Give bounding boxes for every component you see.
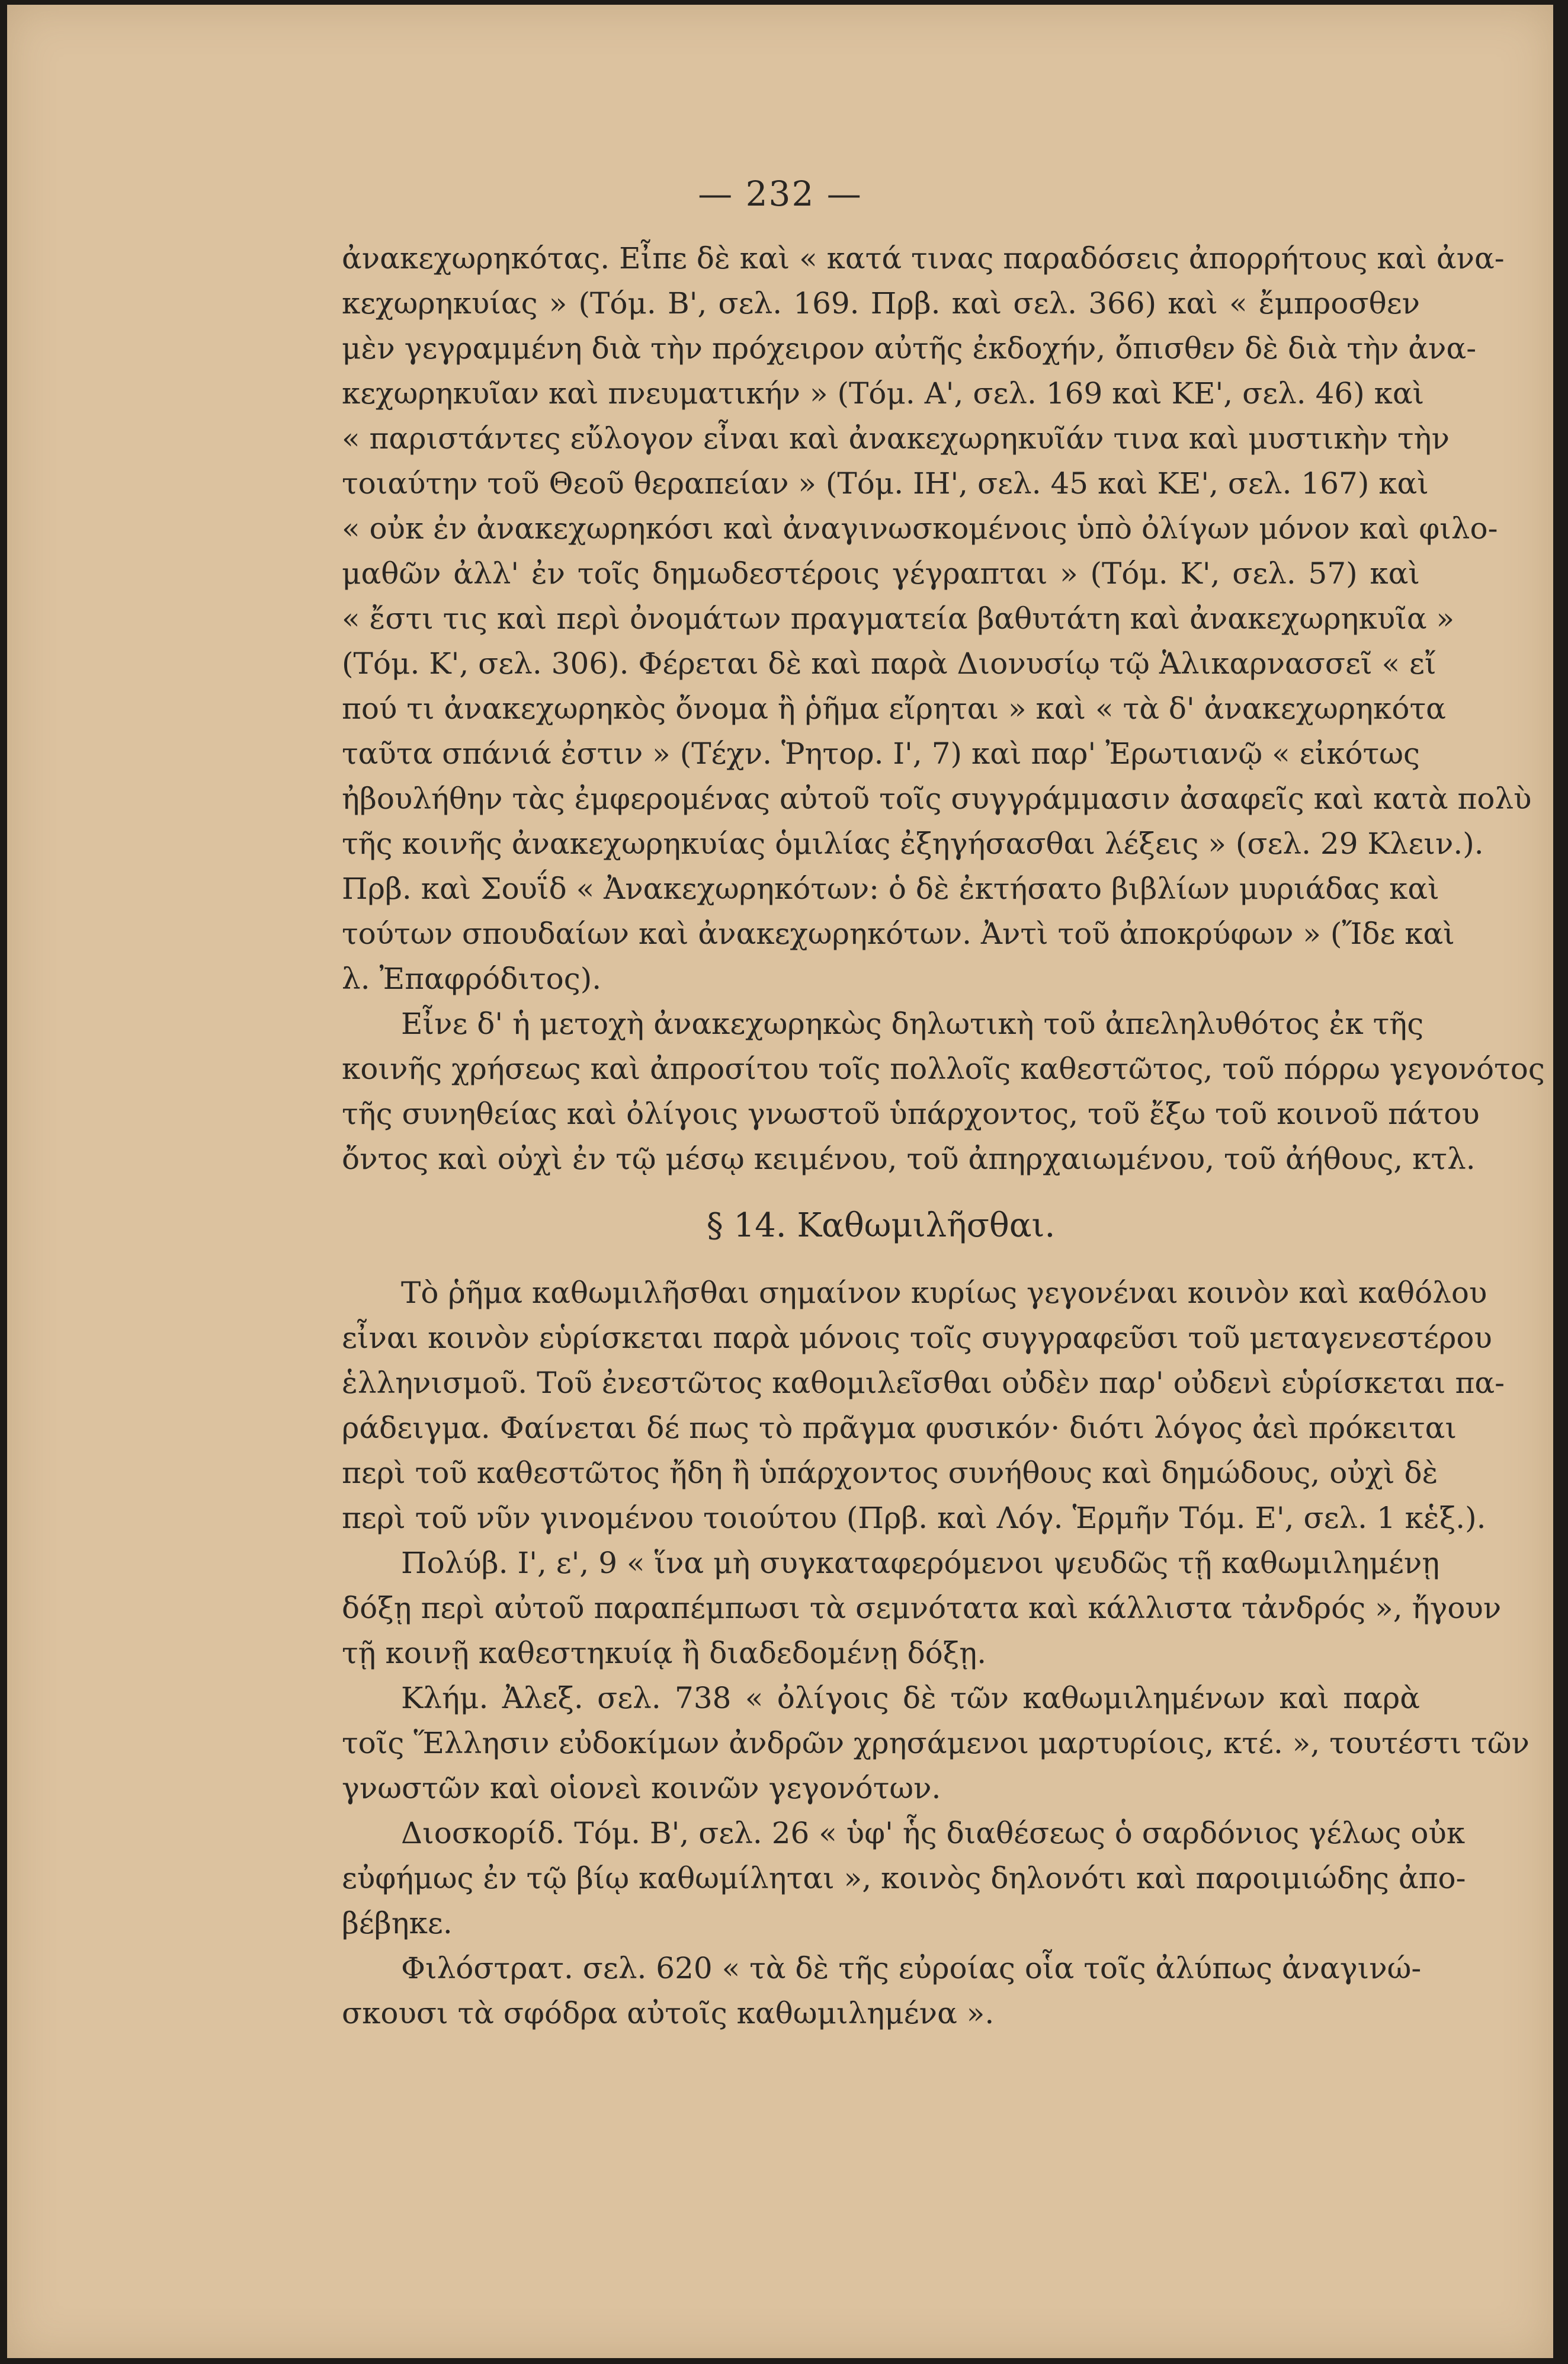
text-line: εὐφήμως ἐν τῷ βίῳ καθωμίληται », κοινὸς δηλονότι καὶ παροιμιώδης ἀπο- bbox=[342, 1861, 1466, 1895]
text-line: Φιλόστρατ. σελ. 620 « τὰ δὲ τῆς εὐροίας οἷα τοῖς ἀλύπως ἀναγινώ- bbox=[401, 1951, 1422, 1985]
text-line: τῆς συνηθείας καὶ ὀλίγοις γνωστοῦ ὑπάρχοντος, τοῦ ἔξω τοῦ κοινοῦ πάτου bbox=[342, 1097, 1480, 1131]
text-line: γνωστῶν καὶ οἱονεὶ κοινῶν γεγονότων. bbox=[342, 1771, 941, 1805]
text-line: τούτων σπουδαίων καὶ ἀνακεχωρηκότων. Ἀντὶ τοῦ ἀποκρύφων » (Ἴδε καὶ bbox=[342, 917, 1455, 951]
text-line: σκουσι τὰ σφόδρα αὐτοῖς καθωμιλημένα ». bbox=[342, 1996, 995, 2030]
text-line: « παριστάντες εὔλογον εἶναι καὶ ἀνακεχωρηκυῖάν τινα καὶ μυστικὴν τὴν bbox=[342, 421, 1450, 456]
text-line: εἶναι κοινὸν εὑρίσκεται παρὰ μόνοις τοῖς συγγραφεῦσι τοῦ μεταγενεστέρου bbox=[342, 1321, 1492, 1355]
text-line: Πολύβ. Ι', ε', 9 « ἵνα μὴ συγκαταφερόμενοι ψευδῶς τῇ καθωμιλημένῃ bbox=[401, 1546, 1440, 1580]
text-line: ὄντος καὶ οὐχὶ ἐν τῷ μέσῳ κειμένου, τοῦ ἀπηρχαιωμένου, τοῦ ἀήθους, κτλ. bbox=[342, 1142, 1476, 1176]
text-line: ράδειγμα. Φαίνεται δέ πως τὸ πρᾶγμα φυσικόν· διότι λόγος ἀεὶ πρόκειται bbox=[342, 1411, 1457, 1445]
text-line: τῇ κοινῇ καθεστηκυίᾳ ἢ διαδεδομένῃ δόξῃ. bbox=[342, 1636, 987, 1670]
text-line: λ. Ἐπαφρόδιτος). bbox=[342, 962, 602, 996]
text-line: πού τι ἀνακεχωρηκὸς ὄνομα ἢ ῥῆμα εἴρηται » καὶ « τὰ δ' ἀνακεχωρηκότα bbox=[342, 691, 1446, 726]
text-line: « οὐκ ἐν ἀνακεχωρηκόσι καὶ ἀναγινωσκομένοις ὑπὸ ὀλίγων μόνον καὶ φιλο- bbox=[342, 511, 1498, 546]
text-line: ἀνακεχωρηκότας. Εἶπε δὲ καὶ « κατά τινας παραδόσεις ἀπορρήτους καὶ ἀνα- bbox=[342, 241, 1505, 276]
text-line: μαθῶν ἀλλ' ἐν τοῖς δημωδεστέροις γέγραπται » (Τόμ. Κ', σελ. 57) καὶ bbox=[342, 556, 1420, 591]
text-line: (Τόμ. Κ', σελ. 306). Φέρεται δὲ καὶ παρὰ Διονυσίῳ τῷ Ἁλικαρνασσεῖ « εἴ bbox=[342, 646, 1436, 681]
text-line: « ἔστι τις καὶ περὶ ὀνομάτων πραγματεία βαθυτάτη καὶ ἀνακεχωρηκυῖα » bbox=[342, 601, 1455, 636]
text-line: βέβηκε. bbox=[342, 1906, 453, 1940]
paragraph-block-bottom bbox=[342, 1270, 1529, 2036]
page-number: — 232 — bbox=[698, 174, 862, 214]
text-line: τοιαύτην τοῦ Θεοῦ θεραπείαν » (Τόμ. ΙΗ', σελ. 45 καὶ ΚΕ', σελ. 167) καὶ bbox=[342, 466, 1429, 501]
text-line: ἠβουλήθην τὰς ἐμφερομένας αὐτοῦ τοῖς συγγράμμασιν ἀσαφεῖς καὶ κατὰ πολὺ bbox=[342, 781, 1532, 816]
text-line: κεχωρηκυῖαν καὶ πνευματικήν » (Τόμ. Α', σελ. 169 καὶ ΚΕ', σελ. 46) καὶ bbox=[342, 376, 1425, 411]
text-line: Πρβ. καὶ Σουΐδ « Ἀνακεχωρηκότων: ὁ δὲ ἐκτήσατο βιβλίων μυριάδας καὶ bbox=[342, 872, 1439, 906]
paragraph-block-top bbox=[342, 236, 1545, 1181]
text-line: ἑλληνισμοῦ. Τοῦ ἐνεστῶτος καθομιλεῖσθαι οὐδὲν παρ' οὐδενὶ εὑρίσκεται πα- bbox=[342, 1366, 1505, 1400]
text-line: κοινῆς χρήσεως καὶ ἀπροσίτου τοῖς πολλοῖς καθεστῶτος, τοῦ πόρρω γεγονότος bbox=[342, 1052, 1545, 1086]
text-line: Διοσκορίδ. Τόμ. Β', σελ. 26 « ὑφ' ἧς διαθέσεως ὁ σαρδόνιος γέλως οὐκ bbox=[401, 1816, 1466, 1850]
text-line: τῆς κοινῆς ἀνακεχωρηκυίας ὁμιλίας ἐξηγήσασθαι λέξεις » (σελ. 29 Κλειν.). bbox=[342, 827, 1484, 861]
page-text bbox=[342, 236, 1545, 2036]
text-line: μὲν γεγραμμένη διὰ τὴν πρόχειρον αὐτῆς ἐκδοχήν, ὄπισθεν δὲ διὰ τὴν ἀνα- bbox=[342, 331, 1477, 366]
book-page bbox=[7, 5, 1553, 2358]
text-line: τοῖς Ἕλλησιν εὐδοκίμων ἀνδρῶν χρησάμενοι μαρτυρίοις, κτέ. », τουτέστι τῶν bbox=[342, 1726, 1529, 1760]
section-heading: § 14. Καθωμιλῆσθαι. bbox=[706, 1206, 1056, 1245]
text-line: κεχωρηκυίας » (Τόμ. Β', σελ. 169. Πρβ. καὶ σελ. 366) καὶ « ἔμπροσθεν bbox=[342, 286, 1420, 321]
text-line: ταῦτα σπάνιά ἐστιν » (Τέχν. Ῥητορ. Ι', 7) καὶ παρ' Ἐρωτιανῷ « εἰκότως bbox=[342, 736, 1420, 771]
text-line: Τὸ ῥῆμα καθωμιλῆσθαι σημαίνον κυρίως γεγονέναι κοινὸν καὶ καθόλου bbox=[401, 1276, 1487, 1310]
text-line: δόξῃ περὶ αὐτοῦ παραπέμπωσι τὰ σεμνότατα καὶ κάλλιστα τἀνδρός », ἤγουν bbox=[342, 1591, 1502, 1625]
text-line: Εἶνε δ' ἡ μετοχὴ ἀνακεχωρηκὼς δηλωτικὴ τοῦ ἀπεληλυθότος ἐκ τῆς bbox=[401, 1007, 1424, 1041]
text-line: Κλήμ. Ἀλεξ. σελ. 738 « ὀλίγοις δὲ τῶν καθωμιλημένων καὶ παρὰ bbox=[401, 1681, 1420, 1715]
text-line: περὶ τοῦ καθεστῶτος ἤδη ἢ ὑπάρχοντος συνήθους καὶ δημώδους, οὐχὶ δὲ bbox=[342, 1456, 1438, 1490]
text-line: περὶ τοῦ νῦν γινομένου τοιούτου (Πρβ. καὶ Λόγ. Ἑρμῆν Τόμ. Ε', σελ. 1 κἑξ.). bbox=[342, 1501, 1486, 1535]
